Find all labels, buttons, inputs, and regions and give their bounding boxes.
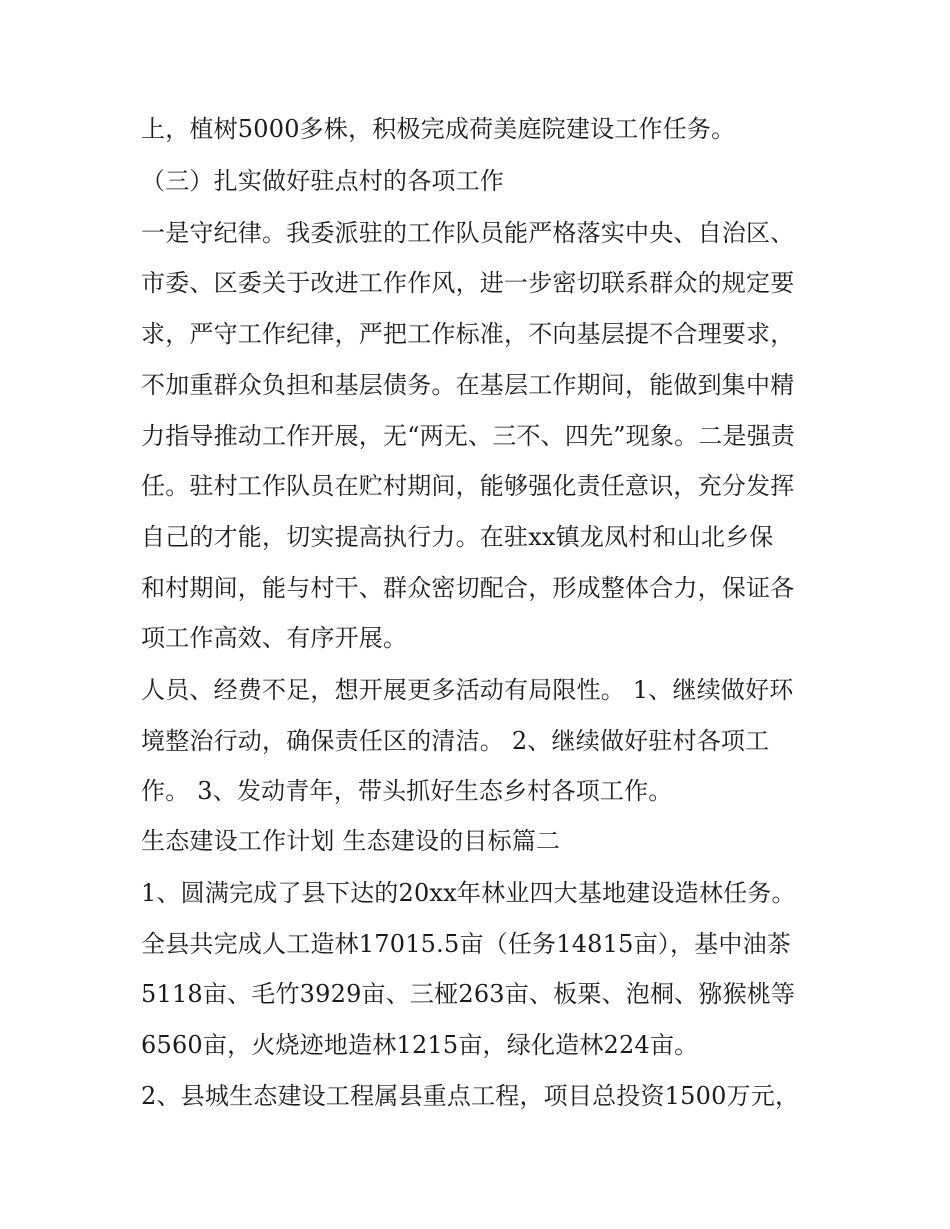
text-line: 自己的才能，切实提高执行力。在驻xx镇龙凤村和山北乡保 xyxy=(141,523,774,551)
text-line: 上，植树5000多株，积极完成荷美庭院建设工作任务。 xyxy=(141,115,736,143)
text-line: 求，严守工作纪律，严把工作标准，不向基层提不合理要求， xyxy=(141,320,795,348)
text-line: 境整治行动，确保责任区的清洁。 2、继续做好驻村各项工 xyxy=(141,727,770,755)
text-line: 人员、经费不足，想开展更多活动有局限性。 1、继续做好环 xyxy=(141,676,794,704)
text-line: 5118亩、毛竹3929亩、三桠263亩、板栗、泡桐、猕猴桃等 xyxy=(141,980,796,1008)
text-line: 力指导推动工作开展，无“两无、三不、四先”现象。二是强责 xyxy=(141,422,796,450)
text-line: 一是守纪律。我委派驻的工作队员能严格落实中央、自治区、 xyxy=(141,219,795,247)
text-line: 1、圆满完成了县下达的20xx年林业四大基地建设造林任务。 xyxy=(141,879,796,907)
text-line: 和村期间，能与村干、群众密切配合，形成整体合力，保证各 xyxy=(141,574,795,602)
text-line: 全县共完成人工造林17015.5亩（任务14815亩），基中油茶 xyxy=(141,930,791,958)
section-heading: （三）扎实做好驻点村的各项工作 xyxy=(141,167,504,195)
text-line: 项工作高效、有序开展。 xyxy=(141,624,408,652)
text-line: 6560亩，火烧迹地造林1215亩，绿化造林224亩。 xyxy=(141,1031,699,1059)
text-line: 任。驻村工作队员在贮村期间，能够强化责任意识，充分发挥 xyxy=(141,472,795,500)
section-heading: 生态建设工作计划 生态建设的目标篇二 xyxy=(141,827,561,855)
text-line: 2、县城生态建设工程属县重点工程，项目总投资1500万元， xyxy=(141,1082,800,1110)
text-line: 不加重群众负担和基层债务。在基层工作期间，能做到集中精 xyxy=(141,371,795,399)
text-line: 作。 3、发动青年，带头抓好生态乡村各项工作。 xyxy=(141,777,673,805)
text-line: 市委、区委关于改进工作作风，进一步密切联系群众的规定要 xyxy=(141,269,795,297)
